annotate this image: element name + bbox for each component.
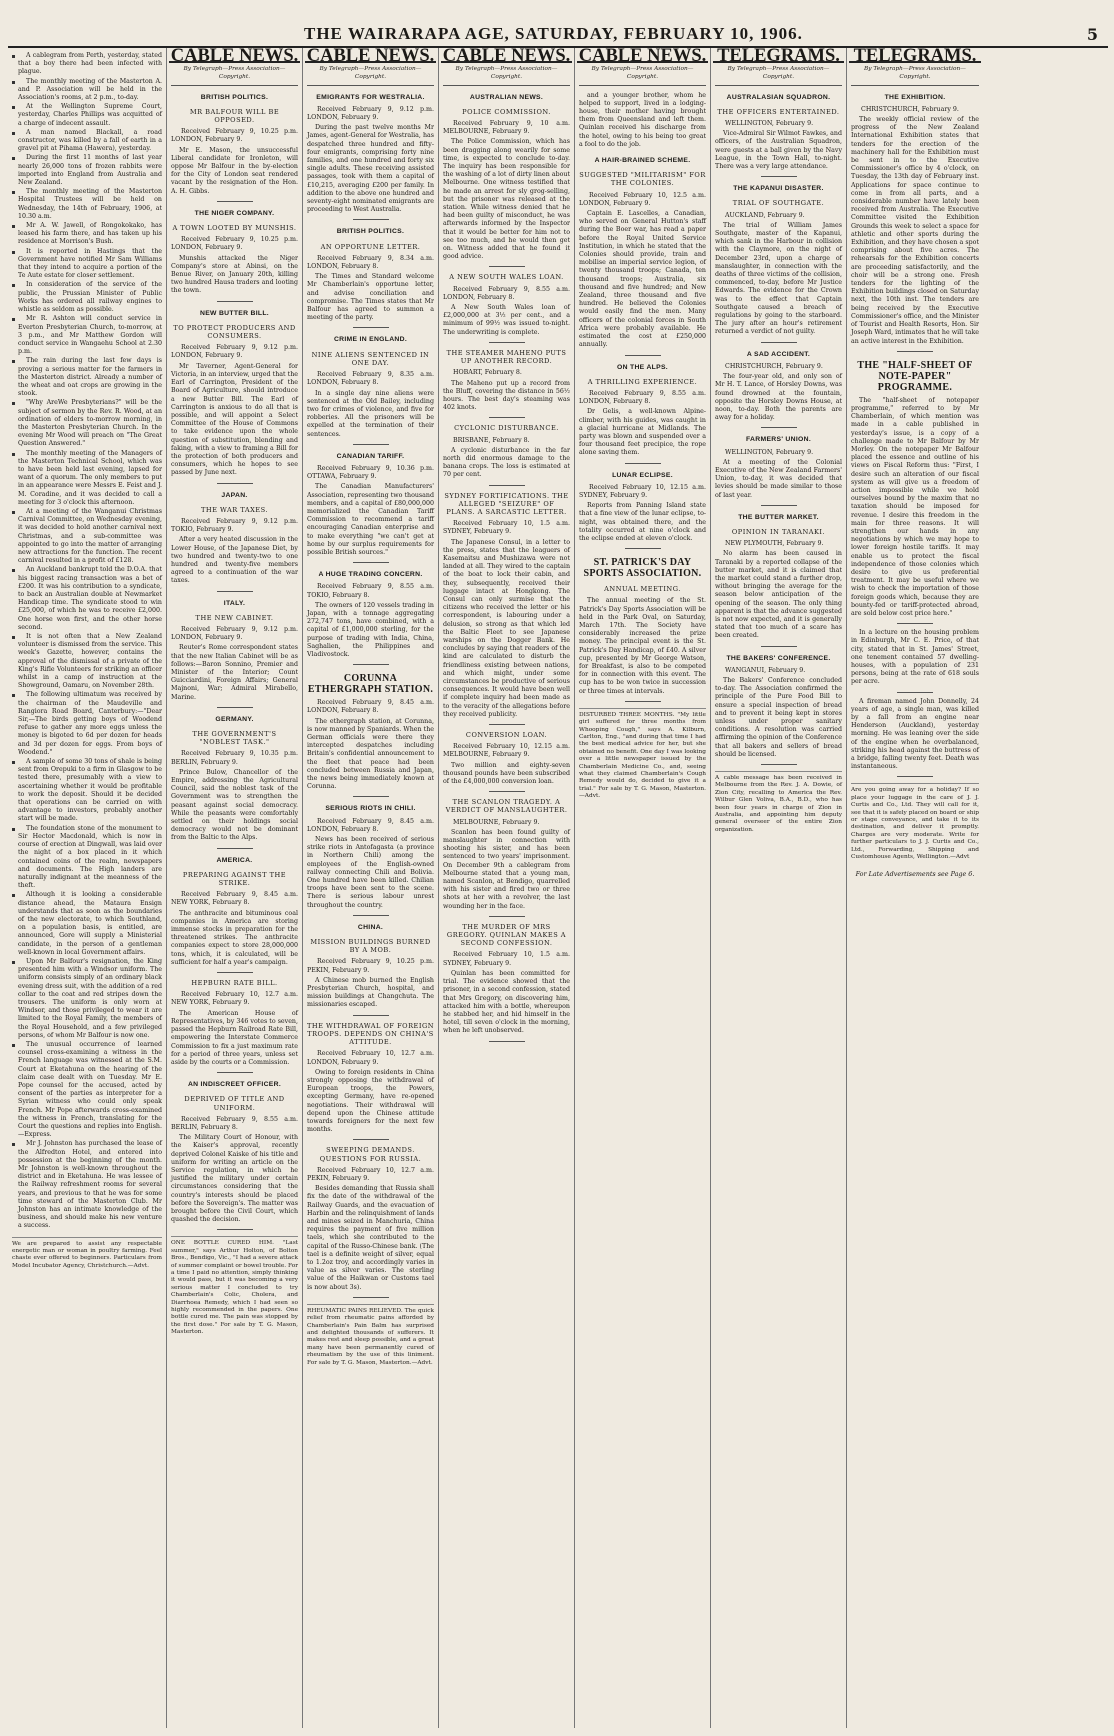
article-body: A fireman named John Donnelly, 24 years of age, a single man, was killed by a fall from an engine near Henderson (Auckland), yesterday morning. He was leaning over the side of the engine when he overbalanced, striking his head against the buttress of a bridge, falling twenty feet. Death was instantaneous.	[851, 697, 979, 771]
divider	[353, 562, 389, 563]
column-heading: TELEGRAMS.	[713, 52, 844, 63]
news-brief: The rain during the last few days is proving a serious matter for the farmers in the Masterton district. Already a number of the wheat and oat crops are growing in the stook.	[12, 357, 162, 398]
article-body: Reports from Panning Island state that a fine view of the lunar eclipse, to-night, was obtained there, and the totality occurred at nine o'clock and the eclipse ended at eleven o'clock.	[579, 502, 706, 542]
dateline: Received February 9, 10.25 p.m. PEKIN, February 9.	[307, 958, 434, 974]
dateline: Received February 9, 10.25 p.m. LONDON, February 9.	[171, 128, 298, 144]
column-local-news	[8, 48, 167, 1728]
divider	[625, 355, 661, 356]
divider	[625, 548, 661, 549]
article-body: Mr Taverner, Agent-General for Victoria, in an interview, urged that the Earl of Carrington, President of the Board of Agriculture, should introduce a new Butter Bill. The Earl of Carrington is anxious to do all that is possible, and will appoint a Select Committee of the House of Commons to take evidence upon the whole question of substitution, blending and faking, with a view to framing a Bill for the protection of both producers and consumers, which he hopes to see passed by June next.	[171, 362, 298, 477]
divider	[353, 1297, 389, 1298]
divider	[217, 1229, 253, 1230]
divider	[353, 1015, 389, 1016]
divider	[625, 463, 661, 464]
article-body: Munshis attacked the Niger Company's store at Abinsi, on the Benue River, on January 20th, killing two hundred Hausa traders and looting the town.	[171, 254, 298, 295]
section-subheading: SYDNEY FORTIFICATIONS. THE ALLEGED "SEIZURE" OF PLANS. A SARCASTIC LETTER.	[444, 491, 569, 516]
masthead	[8, 14, 1108, 48]
news-brief: At a meeting of the Wanganui Christmas Carnival Committee, on Wednesday evening, it was decided to hold another carnival next Christmas, and a sub-committee was appointed to go into the matter of arranging new attractions for the function. The recent carnival resulted in a profit of £128.	[12, 508, 162, 565]
article-body: The Bakers' Conference concluded to-day. The Association confirmed the principle of the Pure Food Bill to ensure a special inspection of bread and to prevent it being kept in stores unless under proper sanitary conditions. A resolution was carried affirming the opinion of the Conference that all bakers and sellers of bread should be licensed.	[715, 676, 842, 758]
section-subheading: A THRILLING EXPERIENCE.	[587, 377, 698, 386]
divider	[353, 1139, 389, 1140]
article-body: The ethergraph station, at Corunna, is now manned by Spaniards. When the German officials were there they intercepted despatches including Britain's confidential announcement to the fleet that peace had been concluded between Russia and Japan, the news being immediately known at Corunna.	[307, 717, 434, 791]
dateline: Received February 9, 8.34 a.m. LONDON, February 8.	[307, 254, 434, 271]
section-subheading: THE WITHDRAWAL OF FOREIGN TROOPS. DEPENDS ON CHINA'S ATTITUDE.	[307, 1021, 434, 1047]
article-body: Besides demanding that Russia shall fix the date of the withdrawal of the Railway Guards, and the evacuation of Harbin and the relinquishment of lands and mines seized in Manchuria, China requires the payment of five million taels, which she contributed to the capital of the Russo-Chinese bank. (The tael is a definite weight of silver, equal to 1.2oz troy, and accordingly varies in value as silver varies. The sterling value of the Haikwan or Customs tael is now about 3s).	[307, 1185, 434, 1291]
dateline: Received February 9, 9.12 p.m. LONDON, February 9.	[307, 105, 434, 122]
news-brief: An Auckland bankrupt told the D.O.A. that his biggest racing transaction was a bet of £200. It was his contribution to a syndicate, to back an Australian double at Newmarket Handicap time. The syndicate stood to win £25,000, of which he was to receive £2,000. One horse won first, and the other horse second.	[12, 566, 162, 632]
dateline: MELBOURNE, February 9.	[453, 818, 540, 826]
divider	[217, 483, 253, 484]
article-body: At a meeting of the Colonial Executive of the New Zealand Farmers' Union, to-day, it was decided that levies should be made similar to those of last year.	[715, 458, 842, 499]
section-heading: THE "HALF-SHEET OF NOTE-PAPER" PROGRAMME.	[857, 359, 973, 393]
divider	[761, 646, 797, 647]
dateline: Received February 10, 12.7 a.m. NEW YORK, February 9.	[171, 991, 298, 1007]
divider	[761, 342, 797, 343]
dateline: Received February 9, 10.35 p.m. BERLIN, February 9.	[171, 750, 298, 766]
section-subheading: PREPARING AGAINST THE STRIKE.	[182, 870, 287, 888]
dateline: AUCKLAND, February 9.	[725, 211, 805, 219]
dateline: Received February 9, 8.45 a.m. NEW YORK, February 8.	[171, 891, 298, 907]
advertisement: A cable message has been received in Melbourne from the Rev. J. A. Dowie, of Zion City, recalling to America the Rev. Wilbur Glen Voliva, B.A., B.D., who has been four years in charge of Zion in Australia, and appointing him deputy general overseer of the entire Zion organization.	[715, 771, 842, 834]
dateline: CHRISTCHURCH, February 9.	[725, 362, 823, 370]
article-body: Dr Gelis, a well-known Alpine-climber, with his guides, was caught in a glacial hurricane at Midlands. The party was blown and suspended over a four thousand feet precipice, the rope alone saving them.	[579, 408, 706, 457]
article-body: Vice-Admiral Sir Wilmot Fawkes, and officers, of the Australian Squadron, were guests at a ball given by the Navy League, in the Town Hall, to-night. There was a very large attendance.	[715, 130, 842, 171]
divider	[761, 505, 797, 506]
section-subheading: POLICE COMMISSION.	[462, 107, 551, 116]
article-body: The Japanese Consul, in a letter to the press, states that the leaguers of Kasemaitsu and Mushizawa were not landed at all. They wired to the captain of the boat to lock their cabin, and they, subsequently, received their luggage intact at Hongkong. The Consul can only surmise that the citizens who received the letter or his correspondent, is labouring under a delusion, so strong as that which led the Baltic Fleet to see Japanese warships on the Dogger Bank. He concludes by saying that readers of the kind are calculated to disturb the friendliness existing between nations, and which might, under some circumstances be productive of serious consequences. It would have been well if complete inquiry had been made as to the veracity of the allegations before they received publicity.	[443, 538, 570, 718]
section-subheading: NINE ALIENS SENTENCED IN ONE DAY.	[311, 350, 430, 367]
section-subheading: DEPRIVED OF TITLE AND UNIFORM.	[184, 1095, 285, 1112]
article-body: A New South Wales loan of £2,000,000 at 3½ per cent., and a minimum of 99½ was issued to-night. The underwriting is complete.	[443, 304, 570, 336]
divider	[897, 692, 933, 693]
section-heading: ITALY.	[223, 599, 246, 607]
press-byline: By Telegraph—Press Association—Copyright.	[307, 63, 434, 85]
article-body: The trial of William James Southgate, master of the Kapanui, which sank in the Harbour in collision with the Claymore, on the night of December 23rd, upon a charge of manslaughter, in connection with the deaths of three victims of the collision, commenced, to-day, before Mr Justice Edwards. The evidence for the Crown was to the effect that Captain Southgate caused a breach of regulations by going to the starboard. The jury after an hour's retirement returned a verdict of not guilty.	[715, 221, 842, 336]
article-body: The Times and Standard welcome Mr Chamberlain's opportune letter, and advise conciliation and compromise. The Times states that Mr Balfour has agreed to summon a meeting of the party.	[307, 273, 434, 322]
dateline: Received February 10, 1.5 a.m. SYDNEY, February 9.	[443, 520, 570, 536]
section-heading: THE BUTTER MARKET.	[738, 513, 819, 521]
divider	[897, 776, 933, 777]
divider	[353, 444, 389, 445]
dateline: WELLINGTON, February 9.	[725, 120, 814, 128]
column-cable-news-1	[167, 48, 303, 1728]
section-subheading: SWEEPING DEMANDS. QUESTIONS FOR RUSSIA.	[319, 1146, 422, 1163]
section-heading: A HAIR-BRAINED SCHEME.	[594, 157, 691, 165]
news-brief: Although it is looking a considerable distance ahead, the Mataura Ensign understands that as soon as the boundaries of the new electorate, to which Southland, on a population basis, is entitled, are announced, Gore will supply a Ministerial candidate, in the person of a gentleman well-known in local Government affairs.	[12, 891, 162, 957]
section-heading: BRITISH POLITICS.	[200, 93, 269, 101]
press-byline: By Telegraph—Press Association—Copyright.	[851, 63, 979, 85]
press-byline: By Telegraph—Press Association—Copyright.	[715, 63, 842, 85]
dateline: Received February 10, 12.7 a.m. LONDON, February 9.	[307, 1050, 434, 1066]
article-body: The four-year old, and only son of Mr H. T. Lance, of Horsley Downs, was found drowned at the fountain, opposite the Horsley Downs House, at noon, to-day. Both the parents are away for a holiday.	[715, 373, 842, 422]
divider	[353, 915, 389, 916]
news-brief: "Why AreWe Presbyterians?" will be the subject of sermon by the Rev. R. Wood, at an ordination of elders to-morrow morning, in the Masterton Presbyterian Church. In the evening Mr Wood will preach on "The Great Question Answered."	[12, 399, 162, 448]
dateline: Received February 9, 8.55 a.m. TOKIO, February 8.	[307, 583, 434, 599]
divider	[489, 342, 525, 343]
press-byline: By Telegraph—Press Association—Copyright.	[443, 63, 570, 85]
section-heading: NEW BUTTER BILL.	[200, 309, 269, 317]
divider	[489, 724, 525, 725]
divider	[217, 201, 253, 202]
section-heading: ON THE ALPS.	[617, 363, 668, 371]
section-subheading: AN OPPORTUNE LETTER.	[320, 242, 421, 251]
advertisement: We are prepared to assist any respectable energetic man or woman in poultry farming. Feel chaste ever offered to beginners. Particulars from Model Incubator Agency, Christchurch.—Advt.	[12, 1237, 162, 1271]
news-brief: In consideration of the service of the public, the Prussian Minister of Public Works has ordered all railway engines to whistle as seldom as possible.	[12, 281, 162, 314]
footnote: For Late Advertisements see Page 6.	[855, 869, 975, 878]
column-heading: TELEGRAMS.	[849, 52, 981, 63]
dateline: Received February 9, 10 a.m. MELBOURNE, February 9.	[443, 120, 570, 136]
dateline: HOBART, February 8.	[453, 369, 522, 377]
dateline: NEW PLYMOUTH, February 9.	[725, 540, 824, 548]
divider	[489, 791, 525, 792]
press-byline: By Telegraph—Press Association—Copyright.	[171, 63, 298, 85]
section-heading: AUSTRALASIAN SQUADRON.	[726, 93, 831, 101]
section-subheading: THE WAR TAXES.	[200, 505, 268, 514]
article-body: A Chinese mob burned the English Presbyterian Church, hospital, and mission buildings at Changchuta. The missionaries escaped.	[307, 976, 434, 1009]
section-heading: A SAD ACCIDENT.	[746, 350, 811, 358]
news-brief: A man named Blackall, a road constructor, was killed by a fall of earth in a gravel pit at Pihama (Hawera), yesterday.	[12, 129, 162, 154]
section-heading: GERMANY.	[215, 715, 254, 723]
news-brief: Mr J. Johnston has purchased the lease of the Alfredton Hotel, and entered into possession at the beginning of the month. Mr Johnston is well-known throughout the district and in Eketahuna. He was lessee of the Railway refreshment rooms for several years, and previous to that he was for some time steward of the Masterton Club. Mr Johnston has an intimate knowledge of the business, and should make his new venture a success.	[12, 1140, 162, 1230]
press-byline: By Telegraph—Press Association—Copyright.	[579, 63, 706, 85]
advertisement: ONE BOTTLE CURED HIM. "Last summer," says Arthur Holton, of Bolton Bros., Bendigo, Vic., "I had a severe attack of summer complaint or bowel trouble. For a time I paid no attention, simply thinking it would pass, but it was becoming a very serious matter I concluded to try Chamberlain's Colic, Cholera, and Diarrhoea Remedy, which I had seen so highly recommended in the papers. One bottle cured me. The pain was stopped by the first dose." For sale by T. G. Mason, Masterton.	[171, 1236, 298, 1336]
section-subheading: A NEW SOUTH WALES LOAN.	[449, 273, 564, 282]
section-heading: CRIME IN ENGLAND.	[333, 336, 408, 344]
section-subheading: OPINION IN TARANAKI.	[731, 527, 826, 536]
divider	[353, 664, 389, 665]
article-body: The Canadian Manufacturers' Association, representing two thousand members, and a capital of £80,000,000 memorialized the Canadian Tariff Commission to recommend a tariff encouraging Canadian enterprise and to make everything "we can't get at home by our surplus requirements for possible British sources."	[307, 483, 434, 556]
dateline: CHRISTCHURCH, February 9.	[861, 105, 959, 113]
dateline: Received February 10, 12.7 a.m. PEKIN, February 9.	[307, 1166, 434, 1182]
section-subheading: CYCLONIC DISTURBANCE.	[454, 424, 559, 433]
divider	[217, 972, 253, 973]
news-brief: The following ultimatum was received by the chairman of the Maudeville and Rangiora Road Board, Canterbury:—"Dear Sir,—The birds getting boys of Woodend refuse to gather any more eggs unless the money is bigoted to 6d per dozen for heads and 3d per dozen for eggs. From boys of Woodend."	[12, 691, 162, 757]
dateline: Received February 10, 12.15 a.m. MELBOURNE, February 9.	[443, 743, 570, 759]
divider	[761, 764, 797, 765]
article-body: Scanlon has been found guilty of manslaughter in connection with shooting his sister, and has been sentenced to two years' imprisonment. On December 9th a cablegram from Melbourne stated that a young man, named Scanlon, at Bendigo, quarrelled with his sister and fired two or three shots at her with a revolver, the last wounding her in the face.	[443, 828, 570, 910]
divider	[217, 591, 253, 592]
article-body: A cyclonic disturbance in the far north did enormous damage to the banana crops. The loss is estimated at 70 per cent.	[443, 446, 570, 479]
page-number: 5	[1086, 25, 1098, 44]
news-brief: During the first 11 months of last year nearly 26,000 tons of frozen rabbits were imported into England from Australia and New Zealand.	[12, 154, 162, 187]
advertisement: DISTURBED THREE MONTHS. "My little girl suffered for three months from Whooping Cough," says A. Kilburn, Carlton, Eng., "and during that time I had the best medical advice for her, but she obtained no benefit. One day I was looking over a little newspaper issued by the Chamberlain Medicine Co., and, seeing what they claimed Chamberlain's Cough Remedy would do, decided to give it a trial." For sale by T. G. Mason, Masterton.—Advt.	[579, 708, 706, 801]
article-body: The American House of Representatives, by 346 votes to seven, passed the Hepburn Railroad Rate Bill, empowering the Interstate Commerce Commission to fix a just maximum rate for a period of three years, unless set aside by the courts or a Commission.	[171, 1009, 298, 1066]
divider	[489, 916, 525, 917]
section-heading: CHINA.	[357, 923, 384, 931]
section-heading: EMIGRANTS FOR WESTRALIA.	[316, 93, 425, 101]
article-body: Quinlan has been committed for trial. The evidence showed that the prisoner, in a second confession, stated that Mrs Gregory, on discovering him, attacked him with a bottle, whereupon he stabbed her, and hid himself in the hotel, till seven o'clock in the morning, when he left unobserved.	[443, 969, 570, 1035]
dateline: BRISBANE, February 8.	[453, 436, 530, 444]
section-subheading: MISSION BUILDINGS BURNED BY A MOB.	[310, 938, 431, 955]
dateline: Received February 9, 10.36 p.m. OTTAWA, February 9.	[307, 464, 434, 481]
section-heading: AUSTRALIAN NEWS.	[469, 93, 544, 101]
section-heading: AN INDISCREET OFFICER.	[187, 1081, 282, 1089]
continued-text: and a younger brother, whom he helped to support, lived in a lodging-house, their mother having brought them from Queensland and left them. Quinlan received his discharge from the hotel, owing to his being too great a fool to do the job.	[579, 91, 706, 148]
dateline: Received February 9, 8.45 a.m. LONDON, February 8.	[307, 817, 434, 833]
section-heading: A HUGE TRADING CONCERN.	[318, 571, 423, 579]
section-heading: THE KAPANUI DISASTER.	[733, 185, 824, 193]
section-heading: FARMERS' UNION.	[745, 436, 812, 444]
divider	[489, 1041, 525, 1042]
divider	[353, 219, 389, 220]
column-cable-news-2	[303, 48, 439, 1728]
article-body: During the past twelve months Mr James, agent-General for Westralia, has despatched three hundred and fifty-four emigrants, comprising forty nine families, and one hundred and forty six single adults. These receiving assisted passages, took with them a capital of £10,215, averaging £200 per family. In addition to the above one hundred and seventy-eight nominated emigrants are proceeding to West Australia.	[307, 124, 434, 214]
news-brief: It is not often that a New Zealand volunteer is dismissed from the service. This week's Gazette, however, contains the approval of the dismissal of a private of the King's Rifle Volunteers for striking an officer whilst in a camp of instruction at the Showground, Oamaru, on November 28th.	[12, 633, 162, 690]
section-subheading: THE SCANLON TRAGEDY. A VERDICT OF MANSLAUGHTER.	[445, 798, 568, 815]
divider	[489, 266, 525, 267]
divider	[489, 417, 525, 418]
section-subheading: THE GOVERNMENT'S "NOBLEST TASK."	[192, 730, 277, 747]
section-heading: LUNAR ECLIPSE.	[612, 471, 673, 479]
column-cable-news-3	[439, 48, 575, 1728]
news-brief: The monthly meeting of the Masterton Hospital Trustees will be held on Wednesday, the 14th of February, 1906, at 10.30 a.m.	[12, 188, 162, 221]
news-brief: It is reported in Hastings that the Government have notified Mr Sam Williams that they intend to acquire a portion of the Te Aute estate for closer settlement.	[12, 248, 162, 281]
article-body: The "half-sheet of notepaper programme," referred to by Mr Chamberlain, of which mention was made in a cable published in yesterday's issue, is a copy of a challenge made to Mr Balfour by Mr Morley. On the notepaper Mr Balfour placed the essence and outline of his views on Fiscal Reform thus: "First, I desire such an alteration of our fiscal system as will give us a freedom of action impossible while we hold ourselves bound by the maxim that no taxation should be imposed for revenue. I desire this freedom in the main for three reasons. It will strengthen our hands in any negotiations by which we may hope to lower foreign hostile tariffs. It may enable us to protect the fiscal independence of those colonies which desire to give us preferential treatment. It may be useful where we wish to check the importation of those foreign goods which, because they are bounty-fed or tariff-protected abroad, are sold below cost price here."	[851, 396, 979, 617]
news-brief: A sample of some 30 tons of shale is being sent from Orepuki to a firm in Glasgow to be tested there, presumably with a view to ascertaining whether it would be profitable to work the deposit. Should it be decided that operations can be carried on with advantage to investors, probably another start will be made.	[12, 758, 162, 824]
divider	[625, 701, 661, 702]
article-body: The annual meeting of the St. Patrick's Day Sports Association will be held in the Park Oval, on Saturday, March 17th. The Society have considerably increased the prize money. The principal event is the St. Patrick's Day Handicap, of £40. A silver cup, presented by Mr George Watson, for Breakfast, is also to be competed for in connection with this event. The cup has to be won twice in succession or three times at intervals.	[579, 597, 706, 695]
article-body: Prince Bulow, Chancellor of the Empire, addressing the Agricultural Council, said the noblest task of the Government was to strengthen the peasant against social democracy. While the peasants were comfortably settled on their holdings social democracy would not be dominant from the Baltic to the Alps.	[171, 768, 298, 842]
dateline: Received February 9, 8.55 a.m. LONDON, February 8.	[443, 285, 570, 301]
divider	[489, 485, 525, 486]
section-heading: CANADIAN TARIFF.	[336, 452, 405, 460]
section-subheading: MR BALFOUR WILL BE OPPOSED.	[189, 107, 280, 125]
advertisement: Are you going away for a holiday? If so place your luggage in the care of J. J. Curtis and Co., Ltd. They will call for it, see that it is safely placed on board or ship or stage conveyance, and take it to its destination, and deliver it promptly. Charges are very moderate. Write for further particulars to J. J. Curtis and Co., Ltd., Forwarding, Shipping and Customhouse Agents, Wellington.—Advt	[851, 783, 979, 861]
article-body: In a lecture on the housing problem in Edinburgh, Mr C. E. Price, of that city, stated that in St. James' Street, one tenement contained 57 dwelling-houses, with a population of 231 persons, being at the rate of 618 souls per acre.	[851, 629, 979, 686]
column-heading: CABLE NEWS.	[170, 48, 299, 66]
section-heading: THE NIGER COMPANY.	[194, 209, 275, 217]
section-subheading: THE OFFICERS ENTERTAINED.	[717, 107, 840, 116]
section-subheading: ANNUAL MEETING.	[604, 585, 681, 594]
column-cable-news-4	[575, 48, 711, 1728]
divider	[217, 301, 253, 302]
news-brief: The monthly meeting of the Managers of the Masterton Technical School, which was to have been held last evening, lapsed for want of a quorum. The only members to put in an appearance were Messrs E. Feist and J. M. Coradine, and it was decided to call a meeting for 3 o'clock this afternoon.	[12, 450, 162, 507]
article-body: The Police Commission, which has been dragging along wearily for some time, is expected to conclude to-day. The inquiry has been responsible for the washing of a lot of dirty linen about Melbourne. One witness testified that he made an arrest for sly grog-selling, but the prisoner was released at the station. While witness denied that he had been guilty of misconduct, he was afterwards informed by the Inspector that it would be better for him not to see too much, and he would then get on. Witness added that he found it good advice.	[443, 138, 570, 261]
divider	[217, 848, 253, 849]
section-subheading: THE STEAMER MAHENO PUTS UP ANOTHER RECORD.	[446, 348, 567, 366]
dateline: Received February 9, 9.12 p.m. LONDON, February 9.	[171, 625, 298, 642]
dateline: Received February 9, 8.55 a.m. BERLIN, February 8.	[171, 1115, 298, 1131]
section-subheading: SUGGESTED "MILITARISM" FOR THE COLONIES.	[579, 171, 706, 188]
dateline: WANGANUI, February 9.	[725, 666, 806, 674]
article-body: Two million and eighty-seven thousand pounds have been subscribed of the £4,000,000 conversion loan.	[443, 761, 570, 786]
news-brief: The monthly meeting of the Masterton A. and P. Association will be held in the Association's rooms, at 2 p.m., to-day.	[12, 78, 162, 103]
column-heading: CABLE NEWS.	[442, 48, 571, 66]
dateline: Received February 10, 12.5 a.m. LONDON, February 9.	[579, 191, 706, 207]
columns	[8, 48, 1108, 1728]
divider	[217, 1072, 253, 1073]
news-brief: Upon Mr Balfour's resignation, the King presented him with a Windsor uniform. The uniform consists simply of an ordinary black evening dress suit, with the addition of a red collar to the coat and red stripes down the trousers. The uniform is only worn at Windsor, and those privileged to wear it are limited to the Royal Family, the members of the Royal Household, and a few privileged persons, of whom Mr Balfour is now one.	[12, 958, 162, 1040]
divider	[353, 796, 389, 797]
divider	[353, 327, 389, 328]
article-body: News has been received of serious strike riots in Antofagasta (a province in Northern Chili) among the employees of the English-owned railway connecting Chili and Bolivia. One hundred have been killed. Chilian troops have been sent to the scene. There is serious labour unrest throughout the country.	[307, 836, 434, 909]
section-heading: BRITISH POLITICS.	[336, 228, 405, 236]
article-body: The Maheno put up a record from the Bluff, covering the distance in 56½ hours. The best day's steaming was 402 knots.	[443, 379, 570, 412]
news-brief: A cablegram from Perth, yesterday, stated that a boy there had been infected with plague.	[12, 52, 162, 77]
column-heading: CABLE NEWS.	[306, 48, 435, 66]
article-body: No alarm has been caused in Taranaki by a reported collapse of the butter market, and it is claimed that the market could stand a further drop, without bringing the average for the season below anticipation of the opening of the season. The only thing apparent is that the advance suggested is not now expected, and it is generally stated that too much of a scare has been created.	[715, 550, 842, 640]
article-body: The weekly official review of the progress of the New Zealand International Exhibition states that tenders for the erection of the machinery hall for the Exhibition must be sent in to the Executive Commissioner's office by 4 o'clock, on Tuesday, the 13th day of February inst. Applications for space continue to come in from all parts, and a considerable number have lately been received from Australia. The Executive Committee visited the Exhibition Grounds this week to select a space for athletic and other sports during the Exhibition, and they have chosen a spot comprising about five acres. The rehearsals for the Exhibition concerts are proceeding satisfactorily, and the choir will be a strong one. Fresh tenders for the lighting of the Exhibition buildings closed on Saturday next, the 10th inst. The tenders are being received by the Executive Commissioner's office, and the Minister of Tourist and Health Resorts, Hon. Sir Joseph Ward, intimates that he will take an active interest in the Exhibition.	[851, 116, 979, 345]
divider	[217, 707, 253, 708]
article-body: Captain E. Lascelles, a Canadian, who served on General Hutton's staff during the Boer war, has read a paper before the Royal United Service Institution, in which he stated that the Colonies should provide, train and mobilise an imperial service legion, of twenty thousand troops; Canada, ten thousand troops; Australia, six thousand and five hundred; and New Zealand, three thousand and five hundred. He believed the Colonies would easily find the men. Many officers of the colonial forces in South Africa were probably available. He estimated the cost at £250,000 annually.	[579, 210, 706, 349]
dateline: WELLINGTON, February 9.	[725, 448, 814, 456]
section-heading: ST. PATRICK'S DAY SPORTS ASSOCIATION.	[583, 557, 702, 580]
article-body: The owners of 120 vessels trading in Japan, with a tonnage aggregating 272,747 tons, have combined, with a capital of £1,000,000 sterling, for the purpose of trading with India, China, Saghalien, the Philippines and Vladivostock.	[307, 601, 434, 658]
section-subheading: CONVERSION LOAN.	[465, 731, 548, 740]
section-heading: THE EXHIBITION.	[884, 93, 946, 101]
dateline: Received February 10, 1.5 a.m. SYDNEY, February 9.	[443, 951, 570, 967]
dateline: Received February 9, 8.35 a.m. LONDON, February 8.	[307, 371, 434, 387]
news-brief: At the Wellington Supreme Court, yesterday, Charles Phillips was acquitted of a charge of indecent assault.	[12, 103, 162, 128]
section-subheading: THE NEW CABINET.	[195, 613, 274, 622]
dateline: Received February 9, 8.55 a.m. LONDON, February 8.	[579, 389, 706, 406]
news-brief: The foundation stone of the monument to Sir Hector Macdonald, which is now in course of erection at Dingwall, was laid over the night of a box placed in it which contained coins of the realm, newspapers and documents. The High landers are naturally indignant at the meanness of the theft.	[12, 825, 162, 891]
dateline: Received February 10, 12.15 a.m. SYDNEY, February 9.	[579, 483, 706, 499]
section-subheading: TO PROTECT PRODUCERS AND CONSUMERS.	[173, 323, 296, 341]
dateline: Received February 9, 9.12 p.m. LONDON, February 9.	[171, 344, 298, 360]
article-body: Reuter's Rome correspondent states that the new Italian Cabinet will be as follows:—Baron Sonnino, Premier and Minister of the Interior; Count Guicciardini, Foreign Affairs; General Majnoni, War; Admiral Mirabello, Marine.	[171, 644, 298, 701]
article-body: The anthracite and bituminous coal companies in America are storing immense stocks in preparation for the threatened strikes. The anthracite companies expect to store 28,000,000 tons, which, it is calculated, will be sufficient for half a year's campaign.	[171, 909, 298, 966]
section-subheading: HEPBURN RATE BILL.	[191, 979, 278, 988]
section-subheading: A TOWN LOOTED BY MUNSHIS.	[172, 224, 297, 233]
masthead-title: THE WAIRARAPA AGE, SATURDAY, FEBRUARY 10, 1906.	[303, 24, 803, 43]
divider	[761, 427, 797, 428]
column-telegrams-1	[711, 48, 847, 1728]
divider	[761, 176, 797, 177]
section-heading: CORUNNA ETHERGRAPH STATION.	[307, 673, 434, 696]
section-heading: THE BAKERS' CONFERENCE.	[726, 654, 831, 662]
article-body: Mr E. Mason, the unsuccessful Liberal candidate for Ironleton, will oppose Mr Balfour in the by-election for the City of London seat rendered vacant by the resignation of the Hon. A. H. Gibbs.	[171, 146, 298, 195]
section-heading: JAPAN.	[221, 491, 248, 499]
divider	[897, 623, 933, 624]
dateline: Received February 9, 8.45 a.m. LONDON, February 8.	[307, 699, 434, 715]
section-subheading: TRIAL OF SOUTHGATE.	[732, 199, 825, 208]
dateline: Received February 9, 9.12 p.m. TOKIO, February 9.	[171, 517, 298, 534]
dateline: Received February 9, 10.25 p.m. LONDON, February 9.	[171, 236, 298, 252]
article-body: The Military Court of Honour, with the Kaiser's approval, recently deprived Colonel Kaiske of his title and uniform for writing an article on the Service regulation, in which he justified the military under certain circumstances considering that the country's interests should be placed before the Sovereign's. The matter was brought before the Civil Court, which quashed the decision.	[171, 1134, 298, 1224]
section-heading: AMERICA.	[216, 856, 253, 864]
section-heading: SERIOUS RIOTS IN CHILI.	[325, 805, 416, 813]
advertisement: RHEUMATIC PAINS RELIEVED. The quick relief from rheumatic pains afforded by Chamberlain's Pain Balm has surprised and delighted thousands of sufferers. It makes rest and sleep possible, and a great many have been permanently cured of rheumatism by the use of this liniment. For sale by T. G. Mason, Masterton.—Advt.	[307, 1304, 434, 1367]
column-heading: CABLE NEWS.	[578, 48, 707, 66]
news-brief: Mr R. Ashton will conduct service in Everton Presbyterian Church, to-morrow, at 3 p.m., and Mr Matthew Gordon will conduct service in Wangaehu School at 2.30 p.m.	[12, 315, 162, 356]
article-body: After a very heated discussion in the Lower House, of the Japanese Diet, by two hundred and twenty-two to one hundred and twenty-five members agreed to a continuation of the war taxes.	[171, 536, 298, 585]
section-subheading: THE MURDER OF MRS GREGORY. QUINLAN MAKES A SECOND CONFESSION.	[446, 922, 567, 948]
divider	[897, 351, 933, 352]
article-body: In a single day nine aliens were sentenced at the Old Bailey, including two for crimes of violence, and five for robberies. All the prisoners will be expelled at the termination of their sentences.	[307, 389, 434, 438]
news-brief: Mr A. W. Jawell, of Rongokokako, has leased his farm there, and has taken up his residence at Morrison's Bush.	[12, 222, 162, 247]
news-brief: The unusual occurrence of learned counsel cross-examining a witness in the French language was witnessed at the S.M. Court at Eketahuna on the hearing of the claim case dealt with on Tuesday. Mr E. Pope counsel for the accused, acted by consent of the parties as interpreter for a Syrian witness who could only speak French. Mr Pope afterwards cross-examined the witness in French, translating for the Court the questions and replies into English.—Express.	[12, 1041, 162, 1139]
article-body: Owing to foreign residents in China strongly opposing the withdrawal of European troops, the Powers, excepting Germany, have re-opened negotiations. Their withdrawal will depend upon the Chinese attitude towards foreigners for the next few months.	[307, 1068, 434, 1134]
column-telegrams-2	[847, 48, 983, 1728]
